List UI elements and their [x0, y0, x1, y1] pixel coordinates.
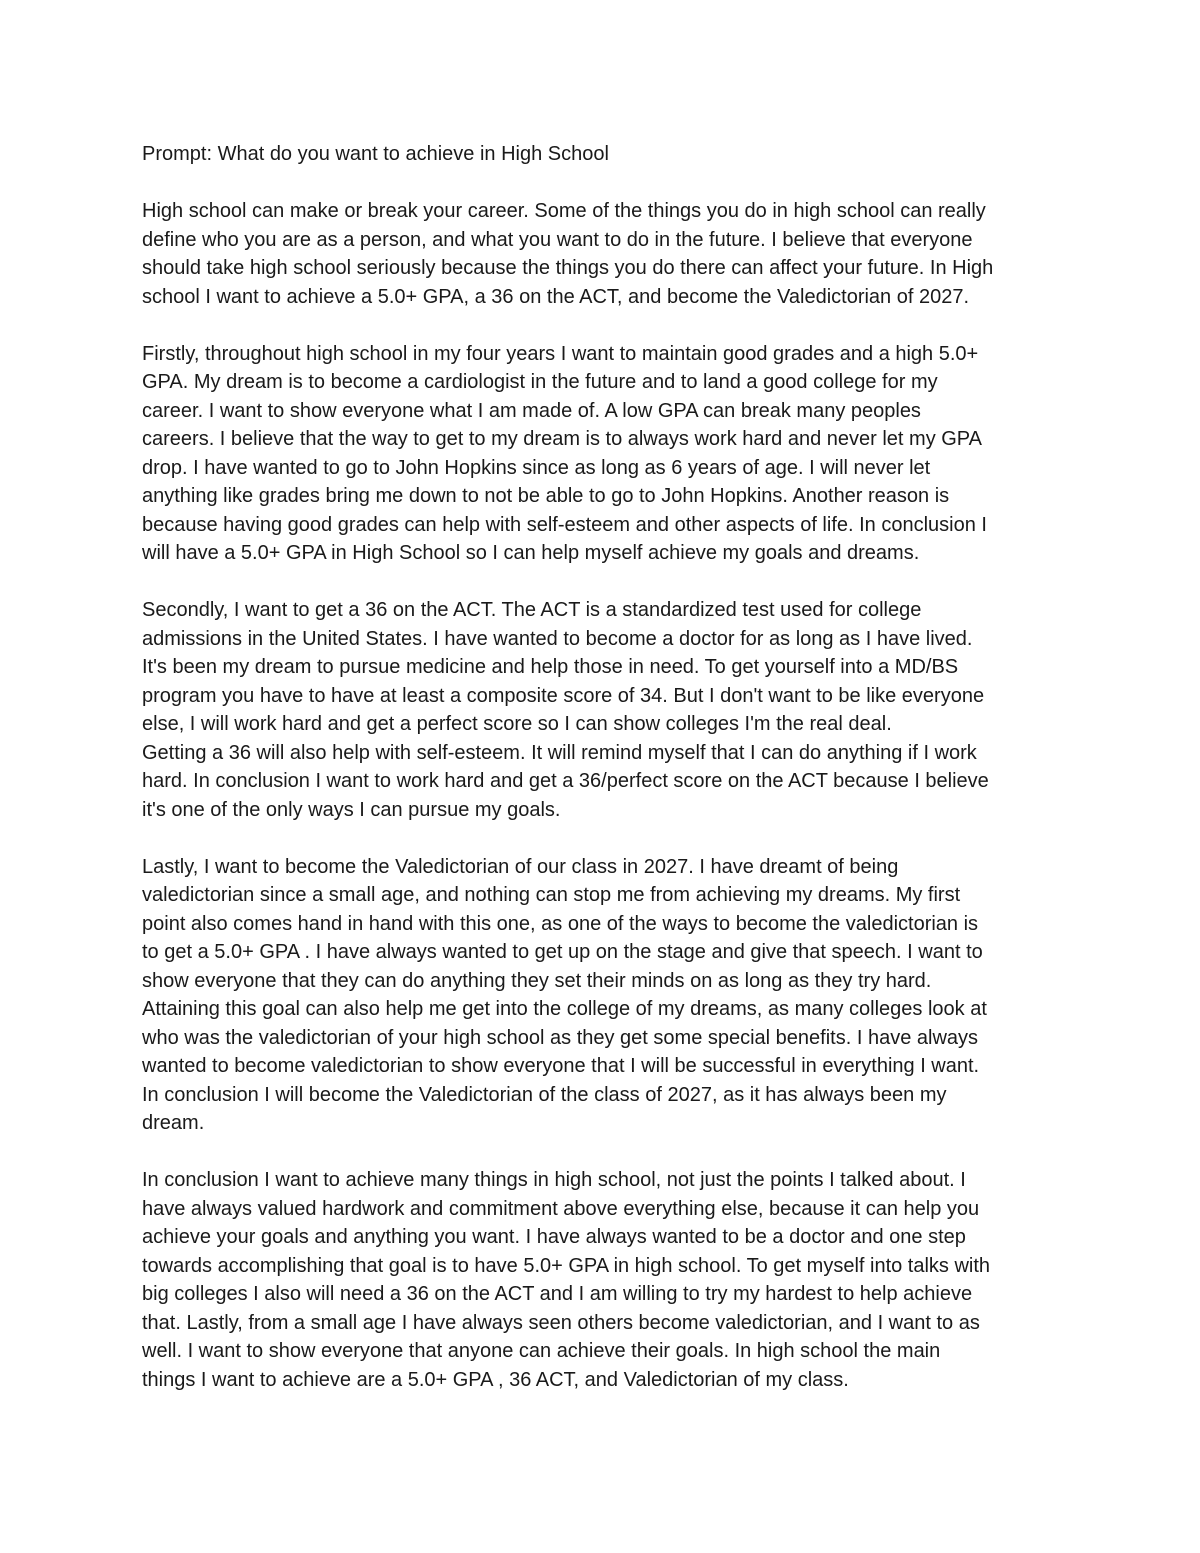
paragraph-line: anything like grades bring me down to not be able to go to John Hopkins. Another reason is — [142, 485, 950, 507]
paragraph-line: dream. — [142, 1112, 205, 1134]
essay-paragraph — [142, 197, 1072, 311]
paragraph-line: career. I want to show everyone what I am made of. A low GPA can break many peoples — [142, 399, 921, 422]
paragraph-line: will have a 5.0+ GPA in High School so I can help myself achieve my goals and dreams. — [142, 542, 920, 564]
paragraph-line: things I want to achieve are a 5.0+ GPA , 36 ACT, and Valedictorian of my class. — [142, 1368, 849, 1391]
paragraph-line: In conclusion I will become the Valedictorian of the class of 2027, as it has always been my — [142, 1083, 947, 1106]
paragraph-line: In conclusion I want to achieve many things in high school, not just the points I talked about. I — [142, 1169, 966, 1191]
prompt-heading: Prompt: What do you want to achieve in High School — [142, 143, 609, 165]
essay-paragraph — [142, 853, 1072, 1138]
paragraph-line: hard. In conclusion I want to work hard and get a 36/perfect score on the ACT because I believe — [142, 770, 989, 792]
paragraph-line: have always valued hardwork and commitment above everything else, because it can help you — [142, 1197, 980, 1220]
paragraph-line: careers. I believe that the way to get to my dream is to always work hard and never let my GPA — [142, 428, 982, 450]
paragraph-line: valedictorian since a small age, and nothing can stop me from achieving my dreams. My first — [142, 884, 961, 906]
paragraph-line: It's been my dream to pursue medicine and help those in need. To get yourself into a MD/BS — [142, 656, 959, 678]
paragraph-line: point also comes hand in hand with this one, as one of the ways to become the valedictorian is — [142, 912, 979, 935]
paragraph-line: it's one of the only ways I can pursue my goals. — [142, 798, 561, 821]
essay-paragraph — [142, 596, 1072, 824]
paragraph-line: define who you are as a person, and what you want to do in the future. I believe that everyone — [142, 228, 973, 251]
essay-paragraph — [142, 340, 1072, 568]
paragraph-line: drop. I have wanted to go to John Hopkins since as long as 6 years of age. I will never let — [142, 456, 931, 479]
paragraph-line: High school can make or break your career. Some of the things you do in high school can really — [142, 200, 986, 222]
paragraph-line: Firstly, throughout high school in my four years I want to maintain good grades and a high 5.0+ — [142, 342, 979, 365]
paragraph-line: else, I will work hard and get a perfect score so I can show colleges I'm the real deal. — [142, 713, 892, 735]
paragraph-line: program you have to have at least a composite score of 34. But I don't want to be like everyone — [142, 684, 985, 707]
paragraph-line: big colleges I also will need a 36 on the ACT and I am willing to try my hardest to help achieve — [142, 1283, 973, 1305]
paragraph-line: well. I want to show everyone that anyone can achieve their goals. In high school the main — [142, 1340, 941, 1362]
essay-paragraph — [142, 1166, 1072, 1394]
paragraph-line: who was the valedictorian of your high school as they get some special benefits. I have always — [142, 1026, 979, 1049]
paragraph-line: admissions in the United States. I have wanted to become a doctor for as long as I have lived. — [142, 627, 973, 650]
paragraph-line: towards accomplishing that goal is to have 5.0+ GPA in high school. To get myself into talks with — [142, 1254, 991, 1277]
paragraph-line: that. Lastly, from a small age I have always seen others become valedictorian, and I want to as — [142, 1311, 980, 1334]
paragraph-line: should take high school seriously because the things you do there can affect your future. In High — [142, 257, 994, 279]
paragraph-line: because having good grades can help with self-esteem and other aspects of life. In conclusion I — [142, 513, 987, 536]
paragraph-line: show everyone that they can do anything they set their minds on as long as they try hard. — [142, 969, 932, 992]
document-page — [142, 140, 1072, 1394]
paragraph-line: Lastly, I want to become the Valedictorian of our class in 2027. I have dreamt of being — [142, 855, 899, 878]
paragraph-line: Attaining this goal can also help me get into the college of my dreams, as many colleges look at — [142, 998, 987, 1020]
paragraph-line: Secondly, I want to get a 36 on the ACT. The ACT is a standardized test used for college — [142, 599, 922, 621]
paragraph-line: school I want to achieve a 5.0+ GPA, a 36 on the ACT, and become the Valedictorian of 2027. — [142, 285, 970, 308]
paragraph-line: achieve your goals and anything you want. I have always wanted to be a doctor and one step — [142, 1226, 966, 1248]
essay-body — [142, 197, 1072, 1394]
paragraph-line: to get a 5.0+ GPA . I have always wanted to get up on the stage and give that speech. I want to — [142, 941, 983, 963]
paragraph-line: Getting a 36 will also help with self-esteem. It will remind myself that I can do anything if I work — [142, 741, 977, 764]
paragraph-line: wanted to become valedictorian to show everyone that I will be successful in everything I want. — [142, 1055, 980, 1077]
paragraph-line: GPA. My dream is to become a cardiologist in the future and to land a good college for my — [142, 371, 938, 393]
